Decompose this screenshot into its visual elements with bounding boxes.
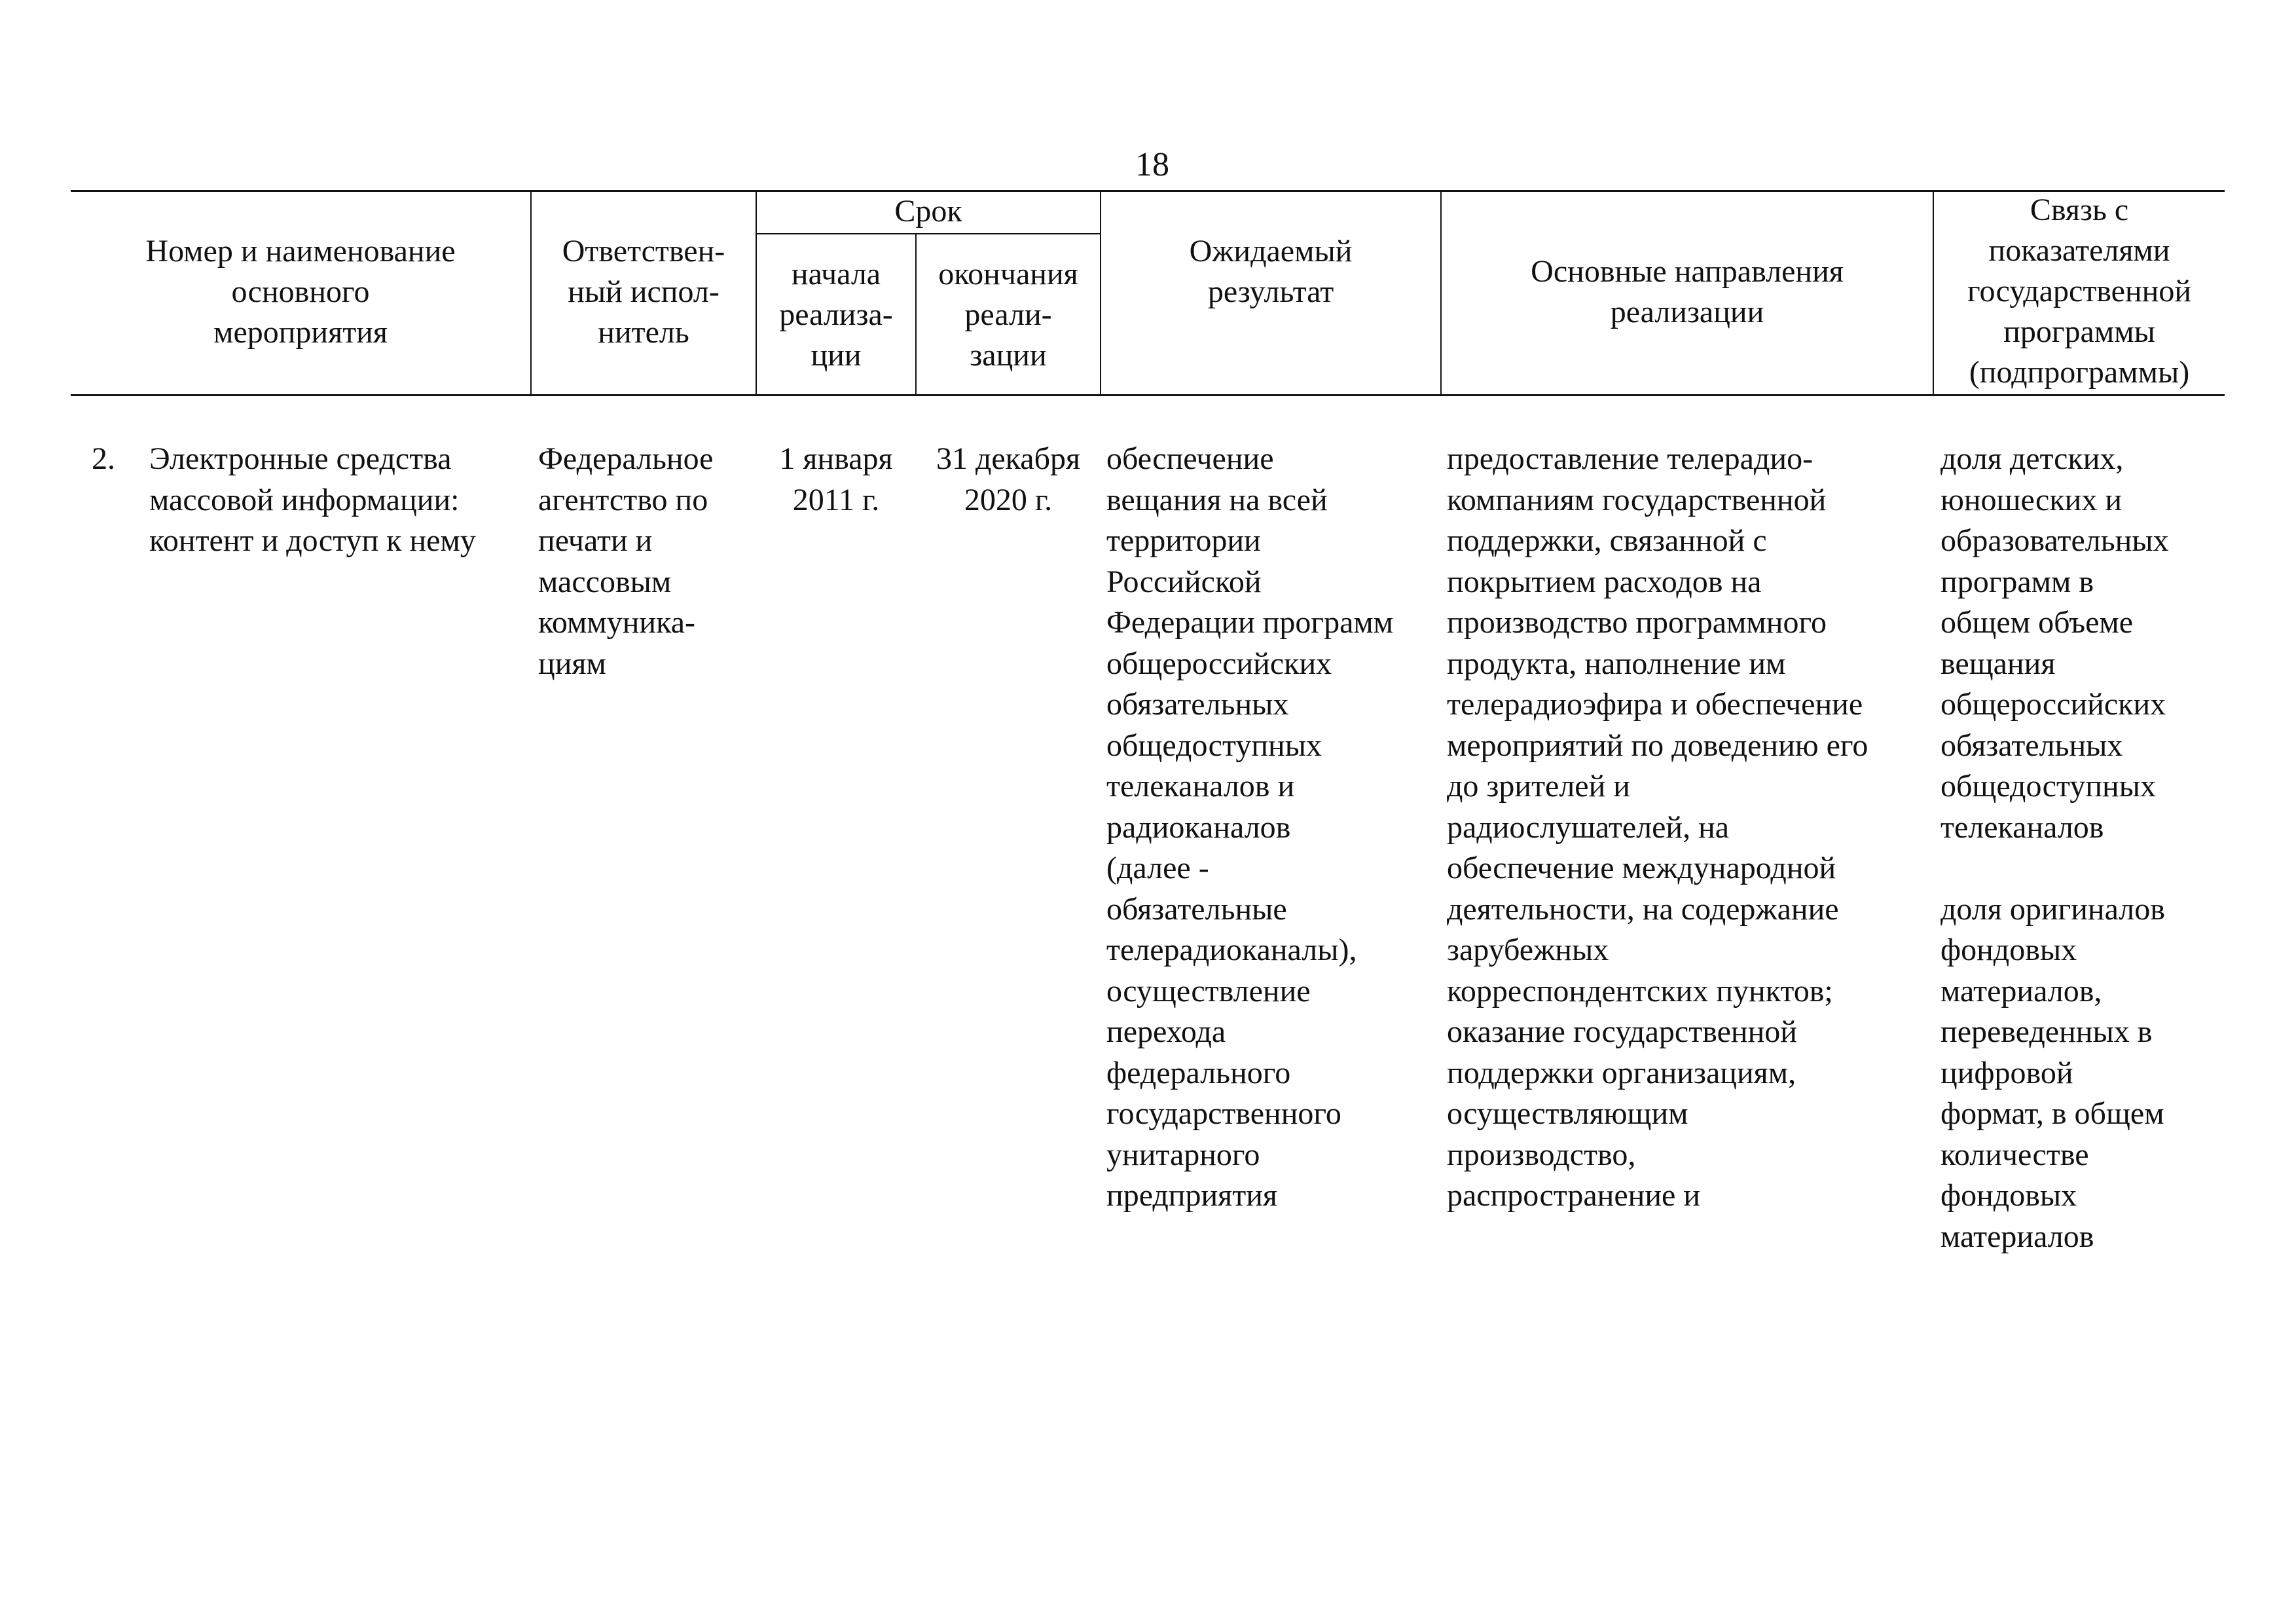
table-top-rule <box>71 190 2225 192</box>
header-name: Номер и наименование основного мероприятия <box>145 234 456 350</box>
row-number: 2. <box>92 441 115 476</box>
row-indicators: доля детских, юношеских и образовательных программ в общем объеме вещания общероссийских обязательных общедоступных телеканалов доля оригиналов фондовых материалов, переведенных в цифровой формат, в общем количестве фондовых материалов <box>1941 441 2169 1254</box>
term-subheader-rule <box>756 233 1101 234</box>
row-start-date: 1 января 2011 г. <box>779 441 893 517</box>
row-end-date: 31 декабря 2020 г. <box>936 441 1081 517</box>
header-term-group: Срок <box>894 194 962 229</box>
header-term-start: начала реализа- ции <box>779 257 893 373</box>
header-indicators: Связь с показателями государственной программы (подпрограммы) <box>1967 193 2192 390</box>
row-executor: Федеральное агентство по печати и массовым коммуника- циям <box>538 441 714 681</box>
header-term-end: окончания реали- зации <box>938 257 1078 373</box>
row-directions: предоставление телерадио- компаниям государственной поддержки, связанной с покрытием расходов на производство программного продукта, наполнение им телерадиоэфира и обеспечение мероприятий по доведению его до зрителей и радиослушателей, на обеспечение международной деятельности, на содержание зарубежных корреспондентских пунктов; оказание государственной поддержки организациям, осуществляющим производство, распространение и <box>1447 441 1868 1213</box>
row-result: обеспечение вещания на всей территории Российской Федерации программ общероссийских обязательных общедоступных телеканалов и радиоканалов (далее - обязательные телерадиоканалы), осуществление перехода федерального государственного унитарного предприятия <box>1106 441 1394 1213</box>
page-number: 18 <box>1135 146 1169 183</box>
header-bottom-rule <box>71 394 2225 396</box>
header-directions: Основные направления реализации <box>1531 254 1844 329</box>
header-executor: Ответствен- ный испол- нитель <box>562 234 725 350</box>
row-name: Электронные средства массовой информации: контент и доступ к нему <box>149 441 476 558</box>
header-result: Ожидаемый результат <box>1189 234 1353 309</box>
